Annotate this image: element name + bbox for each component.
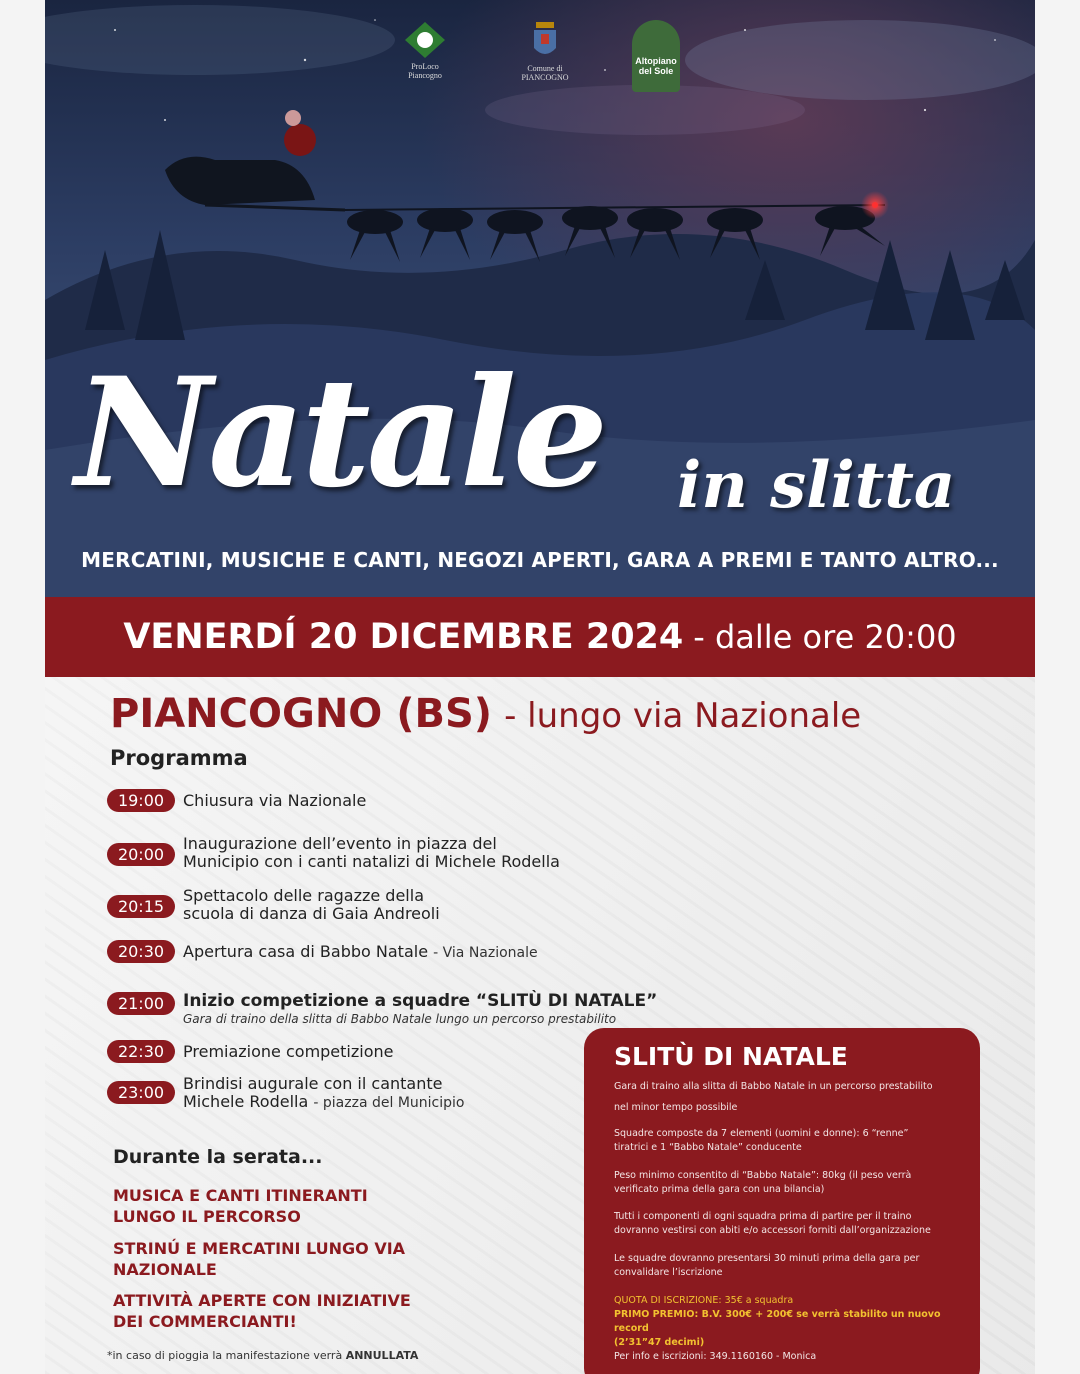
program-item: [107, 1075, 464, 1112]
location-city: PIANCOGNO (BS): [110, 691, 493, 737]
card-paragraph: Squadre composte da 7 elementi (uomini e donne): 6 “renne” tiratrici e 1 “Babbo Natale” conducente: [614, 1128, 909, 1153]
program-note: Gara di traino della slitta di Babbo Natale lungo un percorso prestabilito: [183, 1012, 617, 1026]
program-item: [107, 789, 366, 812]
program-text: Premiazione competizione: [183, 1042, 394, 1061]
comune-logo: Comune di PIANCOGNO: [510, 20, 580, 82]
program-text: Spettacolo delle ragazze della: [183, 886, 424, 905]
during-title: Durante la serata...: [113, 1146, 323, 1168]
altopiano-logo: Altopiano del Sole: [629, 20, 683, 92]
proloco-logo: ProLoco Piancogno: [395, 20, 455, 80]
sponsor-logos: [395, 20, 695, 100]
time-badge: 23:00: [107, 1081, 175, 1104]
card-fee: QUOTA DI ISCRIZIONE: 35€ a squadra PRIMO PREMIO: B.V. 300€ + 200€ se verrà stabilito un nuovo record (2’31”47 decimi): [614, 1295, 941, 1348]
highlight-item: MUSICA E CANTI ITINERANTI LUNGO IL PERCORSO: [113, 1186, 368, 1226]
highlight-item: STRINÚ E MERCATINI LUNGO VIA NAZIONALE: [113, 1239, 406, 1279]
card-paragraph: Gara di traino alla slitta di Babbo Natale in un percorso prestabilito: [614, 1081, 933, 1092]
program-item: [107, 992, 657, 1028]
time-badge: 19:00: [107, 789, 175, 812]
content-area: [45, 677, 1035, 1374]
time-badge: 21:00: [107, 992, 175, 1015]
program-item: [107, 940, 538, 963]
card-title: SLITÙ DI NATALE: [614, 1042, 848, 1071]
rose-emblem-icon: [403, 20, 447, 60]
highlight-item: ATTIVITÀ APERTE CON INIZIATIVE DEI COMMERCIANTI!: [113, 1291, 411, 1331]
card-info: Per info e iscrizioni: 349.1160160 - Monica: [614, 1351, 817, 1362]
date-bar: [45, 597, 1035, 677]
hero-banner: [45, 0, 1035, 597]
poster: [45, 0, 1035, 1374]
program-location: - Via Nazionale: [433, 945, 538, 961]
event-time: - dalle ore 20:00: [693, 618, 957, 656]
program-title: Programma: [110, 746, 248, 770]
program-item: [107, 1040, 393, 1063]
subtitle: MERCATINI, MUSICHE E CANTI, NEGOZI APERTI, GARA A PREMI E TANTO ALTRO...: [81, 548, 999, 572]
event-date: VENERDÍ 20 DICEMBRE 2024: [123, 617, 684, 657]
title-main: Natale: [75, 345, 605, 521]
card-paragraph: Le squadre dovranno presentarsi 30 minuti prima della gara per convalidare l’iscrizione: [614, 1253, 920, 1278]
time-badge: 22:30: [107, 1040, 175, 1063]
program-text: Inizio competizione a squadre “SLITÙ DI NATALE”: [183, 991, 658, 1011]
time-badge: 20:30: [107, 940, 175, 963]
time-badge: 20:00: [107, 843, 175, 866]
program-text: Michele Rodella: [183, 1092, 309, 1111]
program-text: Brindisi augurale con il cantante: [183, 1074, 443, 1093]
card-paragraph: nel minor tempo possibile: [614, 1102, 738, 1113]
card-paragraph: Peso minimo consentito di “Babbo Natale”: 80kg (il peso verrà verificato prima della gara con una bilancia): [614, 1170, 912, 1195]
program-location: - piazza del Municipio: [313, 1095, 465, 1111]
program-text: Inaugurazione dell’evento in piazza del: [183, 834, 497, 853]
program-text: Chiusura via Nazionale: [183, 791, 367, 810]
competition-card: [584, 1028, 980, 1374]
location: [110, 691, 861, 737]
program-item: [107, 887, 440, 923]
program-text: scuola di danza di Gaia Andreoli: [183, 904, 440, 923]
card-paragraph: Tutti i componenti di ogni squadra prima di partire per il traino dovranno vestirsi con abiti e/o accessori forniti dall’organizzazione: [614, 1211, 931, 1236]
program-text: Apertura casa di Babbo Natale: [183, 942, 429, 961]
rain-note: *in caso di pioggia la manifestazione verrà ANNULLATA: [107, 1349, 419, 1362]
program-text: Municipio con i canti natalizi di Michele Rodella: [183, 852, 560, 871]
coat-of-arms-icon: [530, 20, 560, 62]
title-secondary: in slitta: [677, 448, 956, 523]
time-badge: 20:15: [107, 895, 175, 918]
location-street: - lungo via Nazionale: [504, 696, 862, 736]
program-item: [107, 835, 560, 871]
